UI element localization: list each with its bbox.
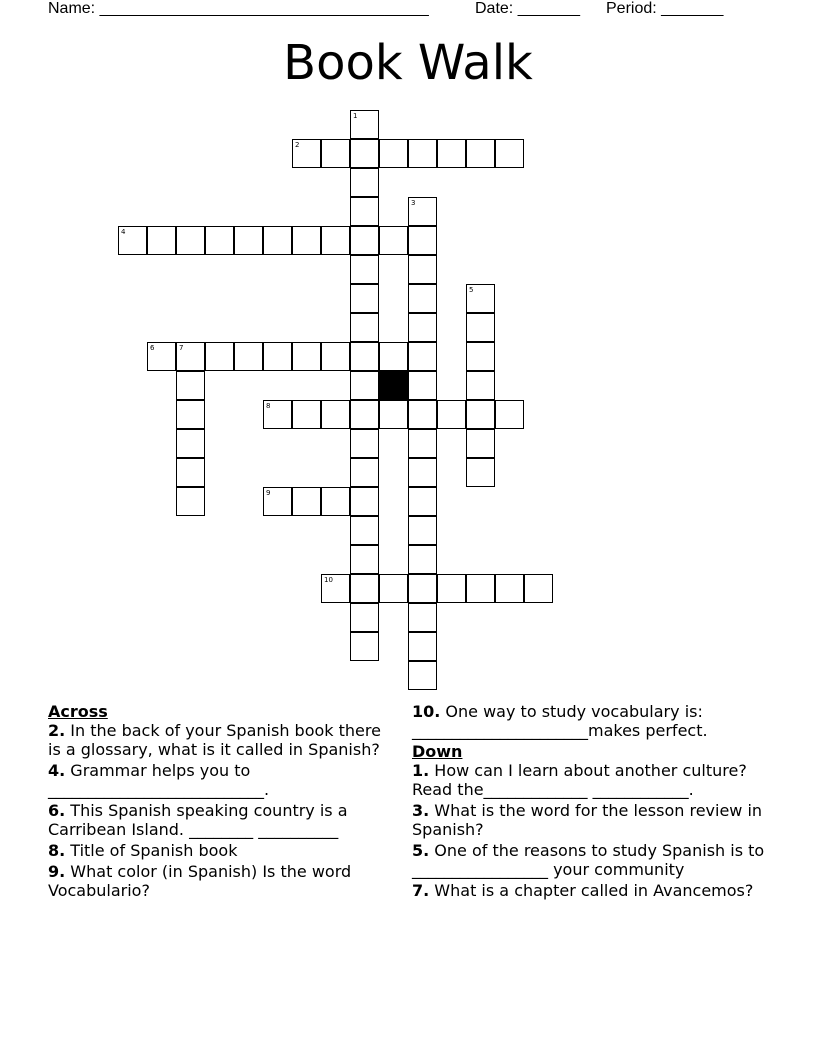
crossword-cell[interactable]: [321, 226, 350, 255]
crossword-cell[interactable]: [408, 342, 437, 371]
across-clue-text: Grammar helps you to ___________________________.: [48, 761, 270, 799]
crossword-cell[interactable]: [408, 516, 437, 545]
crossword-cell[interactable]: [176, 487, 205, 516]
crossword-cell[interactable]: [408, 487, 437, 516]
crossword-cell[interactable]: [292, 400, 321, 429]
crossword-cell[interactable]: [408, 226, 437, 255]
crossword-cell[interactable]: [524, 574, 553, 603]
crossword-cell[interactable]: [350, 226, 379, 255]
crossword-cell[interactable]: [321, 342, 350, 371]
across-clue-text: This Spanish speaking country is a Carribean Island. ________ __________: [48, 801, 348, 839]
crossword-cell[interactable]: [495, 574, 524, 603]
crossword-cell[interactable]: [408, 429, 437, 458]
crossword-cell[interactable]: [466, 574, 495, 603]
crossword-cell[interactable]: [408, 574, 437, 603]
down-clue-number: 7.: [412, 881, 430, 900]
across-clue-text: In the back of your Spanish book there is a glossary, what is it called in Spanish?: [48, 721, 381, 759]
crossword-cell[interactable]: [350, 458, 379, 487]
across-clue-number: 8.: [48, 841, 66, 860]
crossword-cell[interactable]: [495, 400, 524, 429]
across-clue: [48, 801, 388, 839]
down-heading: Down: [412, 742, 463, 761]
crossword-cell[interactable]: [379, 226, 408, 255]
crossword-cell[interactable]: [437, 400, 466, 429]
crossword-cell[interactable]: [176, 400, 205, 429]
clue-number: 2: [295, 141, 300, 149]
crossword-cell[interactable]: [350, 168, 379, 197]
crossword-cell[interactable]: [466, 284, 495, 313]
crossword-cell[interactable]: [466, 313, 495, 342]
crossword-cell[interactable]: [205, 342, 234, 371]
across-clue-number: 6.: [48, 801, 66, 820]
crossword-cell[interactable]: [466, 458, 495, 487]
across-clue-number: 9.: [48, 862, 66, 881]
crossword-cell[interactable]: [437, 574, 466, 603]
period-field-label: Period: _______: [606, 0, 724, 17]
crossword-cell[interactable]: [321, 487, 350, 516]
across-clue-list: [48, 721, 388, 900]
across-clue-text: One way to study vocabulary is: ______________________makes perfect.: [412, 702, 708, 740]
crossword-cell[interactable]: [408, 458, 437, 487]
crossword-cell[interactable]: [350, 545, 379, 574]
crossword-cell[interactable]: [350, 313, 379, 342]
clue-number: 6: [150, 344, 155, 352]
crossword-cell[interactable]: [408, 603, 437, 632]
down-clue: [412, 841, 772, 879]
across-clue: [48, 721, 388, 759]
down-clue-number: 3.: [412, 801, 430, 820]
crossword-cell[interactable]: [321, 574, 350, 603]
down-clue-list: [412, 761, 772, 900]
clues-column-right: [412, 702, 772, 902]
crossword-cell[interactable]: [350, 110, 379, 139]
down-clue: [412, 761, 772, 799]
crossword-cell[interactable]: [350, 632, 379, 661]
down-clue-number: 5.: [412, 841, 430, 860]
across-clue-list-continued: [412, 702, 772, 740]
date-field-label: Date: _______: [475, 0, 580, 17]
crossword-cell[interactable]: [408, 255, 437, 284]
crossword-cell[interactable]: [350, 139, 379, 168]
crossword-cell[interactable]: [321, 400, 350, 429]
clue-number: 3: [411, 199, 416, 207]
crossword-cell[interactable]: [292, 487, 321, 516]
crossword-cell[interactable]: [292, 342, 321, 371]
crossword-cell[interactable]: [176, 458, 205, 487]
clue-number: 1: [353, 112, 358, 120]
crossword-cell[interactable]: [408, 371, 437, 400]
crossword-cell[interactable]: [292, 139, 321, 168]
crossword-cell[interactable]: [408, 545, 437, 574]
crossword-cell[interactable]: [495, 139, 524, 168]
crossword-cell[interactable]: [147, 226, 176, 255]
clue-number: 5: [469, 286, 474, 294]
clue-number: 8: [266, 402, 271, 410]
crossword-cell[interactable]: [176, 342, 205, 371]
crossword-cell[interactable]: [408, 197, 437, 226]
crossword-cell[interactable]: [147, 342, 176, 371]
crossword-cell[interactable]: [408, 632, 437, 661]
across-heading: Across: [48, 702, 108, 721]
black-cell: [379, 371, 408, 400]
crossword-cell[interactable]: [379, 139, 408, 168]
down-clue-text: How can I learn about another culture? Read the_____________ ____________.: [412, 761, 747, 799]
crossword-cell[interactable]: [466, 139, 495, 168]
crossword-cell[interactable]: [321, 139, 350, 168]
name-field-label: Name: _____________________________________: [48, 0, 429, 17]
crossword-cell[interactable]: [379, 400, 408, 429]
down-clue-text: One of the reasons to study Spanish is to _________________ your community: [412, 841, 765, 879]
across-clue: [412, 702, 772, 740]
page-title: Book Walk: [283, 35, 533, 91]
crossword-cell[interactable]: [408, 284, 437, 313]
across-clue: [48, 841, 388, 860]
crossword-cell[interactable]: [350, 255, 379, 284]
crossword-cell[interactable]: [350, 342, 379, 371]
clue-number: 4: [121, 228, 126, 236]
clues-column-left: [48, 702, 388, 902]
crossword-cell[interactable]: [408, 313, 437, 342]
crossword-cell[interactable]: [234, 342, 263, 371]
across-clue: [48, 862, 388, 900]
crossword-cell[interactable]: [350, 574, 379, 603]
crossword-cell[interactable]: [466, 400, 495, 429]
across-clue: [48, 761, 388, 799]
crossword-cell[interactable]: [350, 371, 379, 400]
crossword-cell[interactable]: [466, 342, 495, 371]
clue-number: 7: [179, 344, 184, 352]
across-clue-text: Title of Spanish book: [65, 841, 238, 860]
crossword-cell[interactable]: [350, 429, 379, 458]
down-clue-text: What is the word for the lesson review in Spanish?: [412, 801, 763, 839]
clue-number: 9: [266, 489, 271, 497]
down-clue-text: What is a chapter called in Avancemos?: [429, 881, 754, 900]
across-clue-number: 10.: [412, 702, 441, 721]
crossword-cell[interactable]: [350, 284, 379, 313]
crossword-cell[interactable]: [379, 574, 408, 603]
down-clue: [412, 881, 772, 900]
crossword-cell[interactable]: [263, 487, 292, 516]
crossword-cell[interactable]: [350, 487, 379, 516]
across-clue-number: 4.: [48, 761, 66, 780]
crossword-cell[interactable]: [350, 516, 379, 545]
crossword-cell[interactable]: [292, 226, 321, 255]
crossword-cell[interactable]: [176, 429, 205, 458]
across-clue-number: 2.: [48, 721, 66, 740]
crossword-cell[interactable]: [408, 661, 437, 690]
crossword-cell[interactable]: [408, 400, 437, 429]
crossword-cell[interactable]: [263, 400, 292, 429]
crossword-cell[interactable]: [176, 371, 205, 400]
crossword-cell[interactable]: [205, 226, 234, 255]
clue-number: 10: [324, 576, 333, 584]
across-clue-text: What color (in Spanish) Is the word Vocabulario?: [48, 862, 352, 900]
crossword-cell[interactable]: [263, 226, 292, 255]
crossword-cell[interactable]: [350, 197, 379, 226]
crossword-cell[interactable]: [350, 400, 379, 429]
crossword-cell[interactable]: [234, 226, 263, 255]
down-clue: [412, 801, 772, 839]
crossword-cell[interactable]: [466, 429, 495, 458]
crossword-cell[interactable]: [118, 226, 147, 255]
crossword-cell[interactable]: [379, 342, 408, 371]
down-clue-number: 1.: [412, 761, 430, 780]
crossword-cell[interactable]: [408, 139, 437, 168]
crossword-cell[interactable]: [437, 139, 466, 168]
crossword-cell[interactable]: [350, 603, 379, 632]
crossword-cell[interactable]: [466, 371, 495, 400]
crossword-cell[interactable]: [263, 342, 292, 371]
crossword-cell[interactable]: [176, 226, 205, 255]
